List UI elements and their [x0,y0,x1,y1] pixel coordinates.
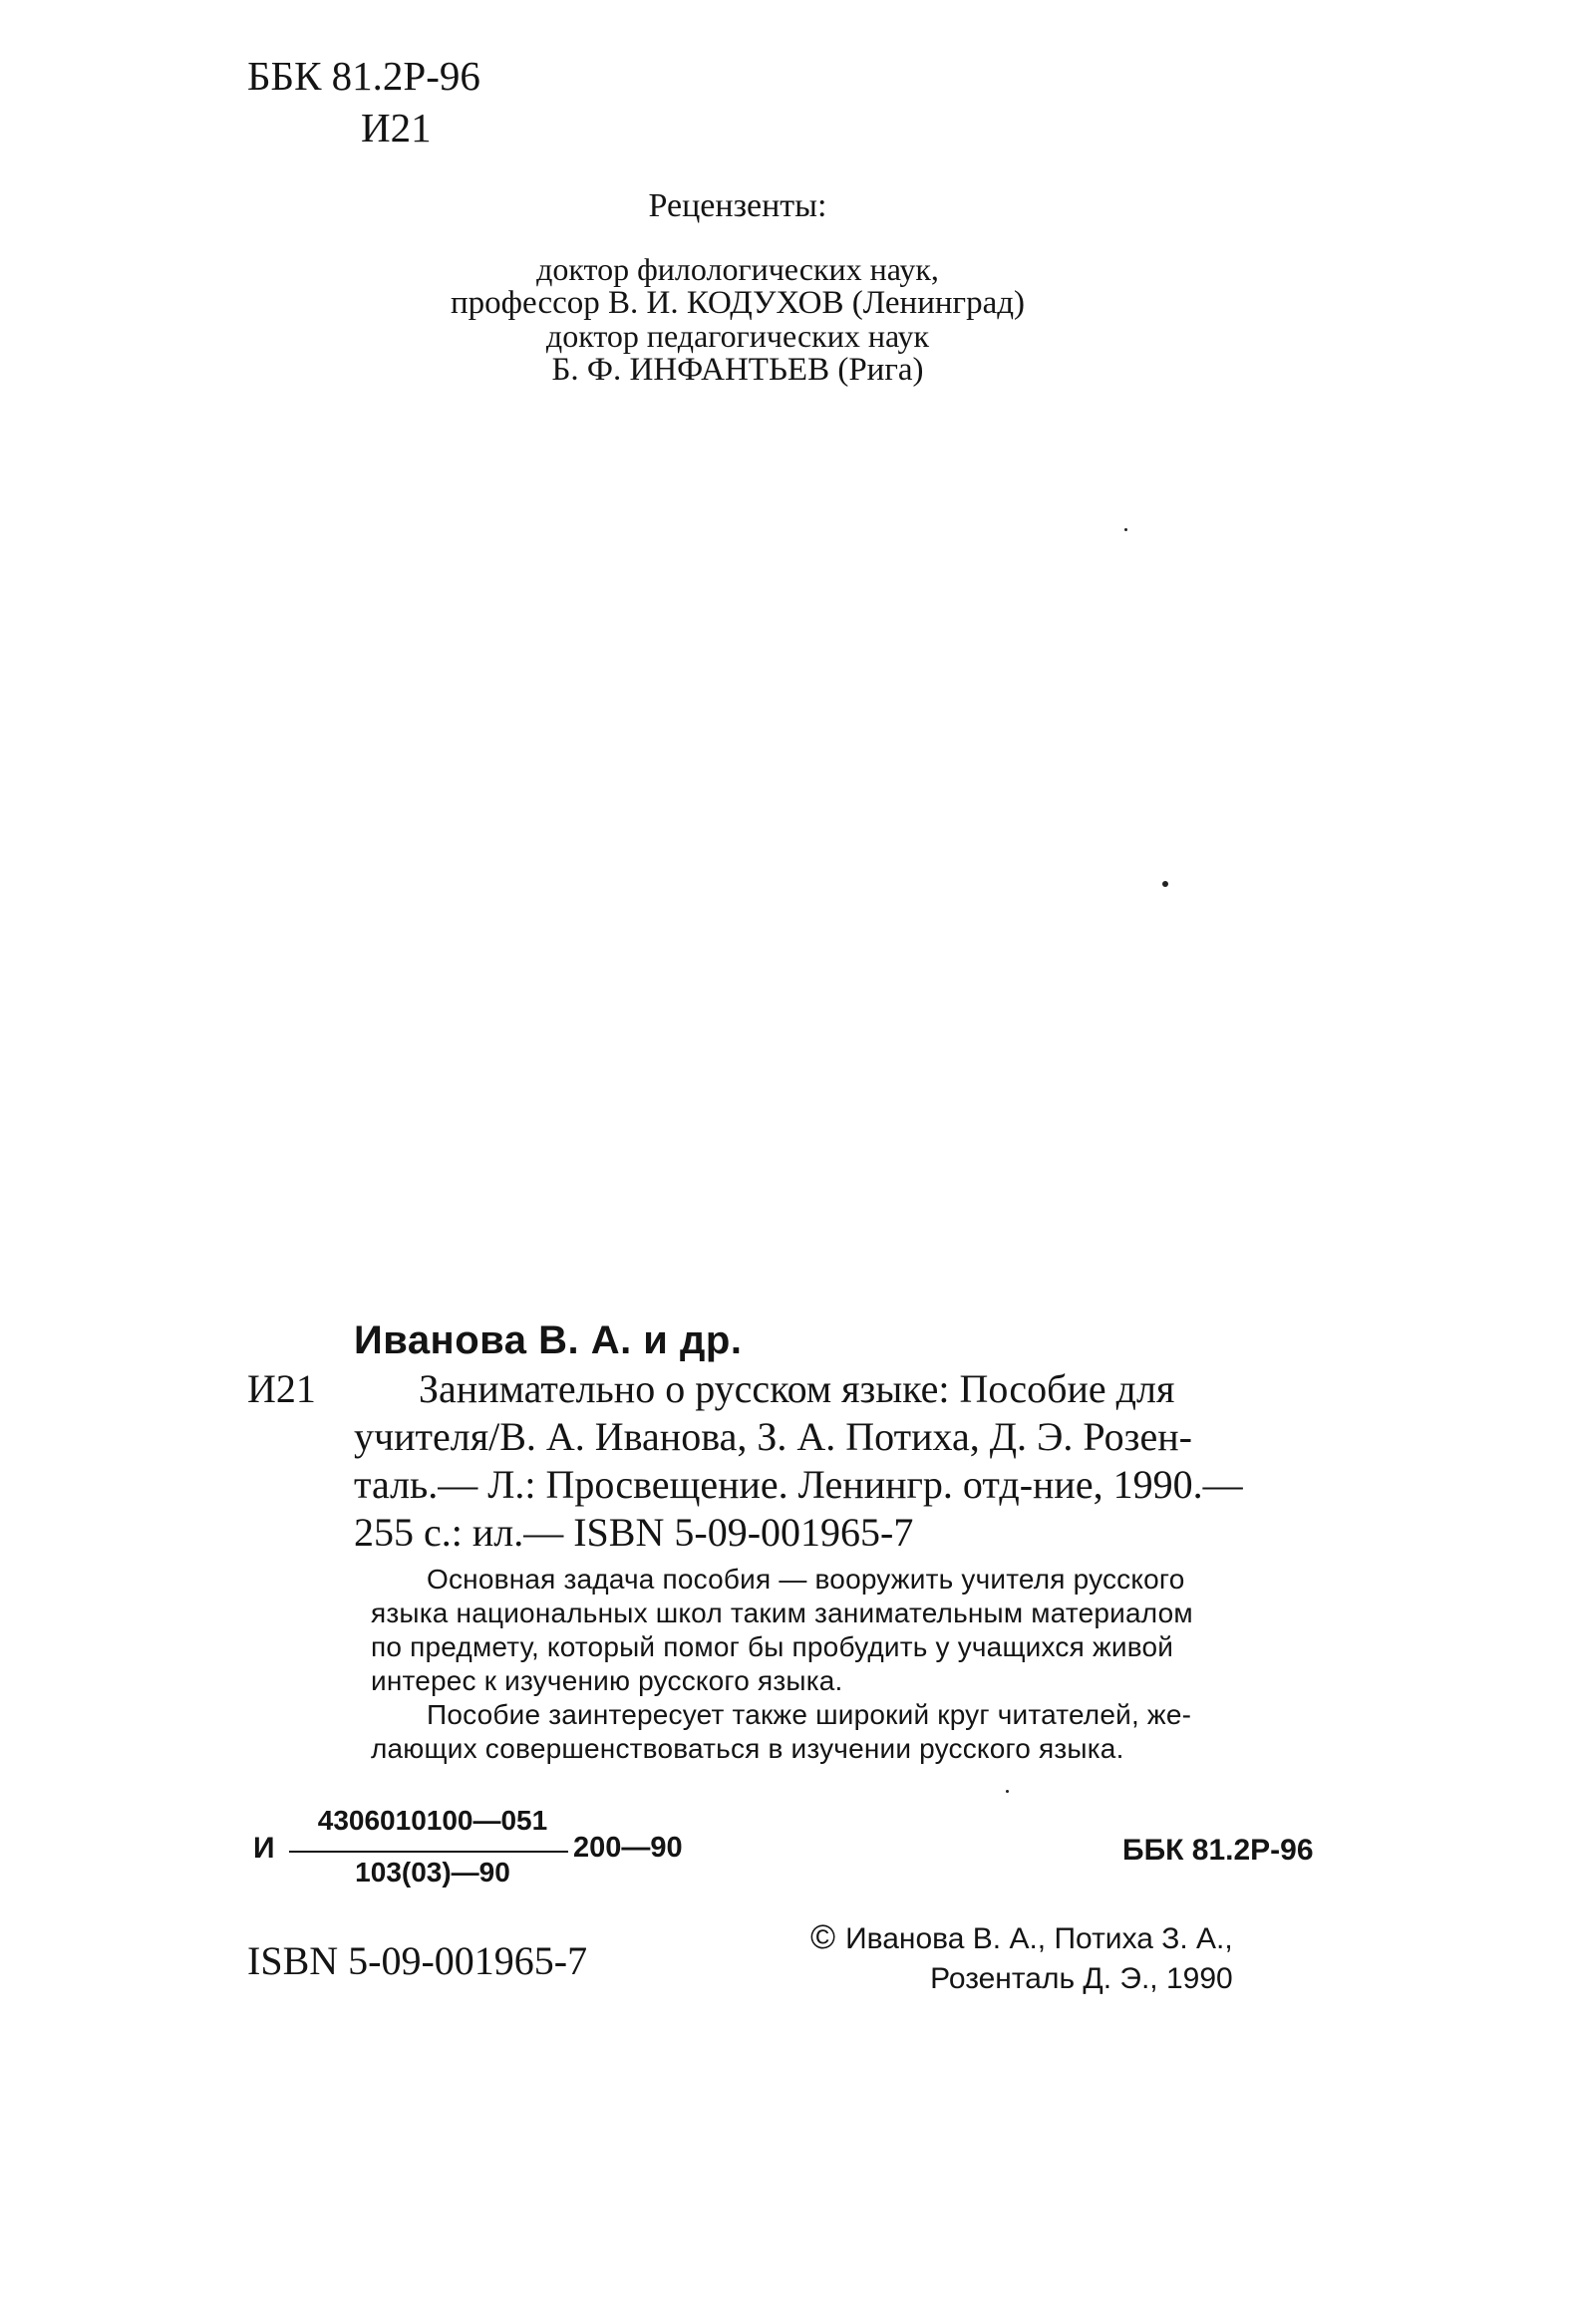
entry-line: Занимательно о русском языке: Пособие для [419,1366,1175,1411]
reviewer-line: профессор В. И. КОДУХОВ (Ленинград) [450,285,1026,321]
copyright [810,1917,1233,1999]
annotation-line: лающих совершенствоваться в изучении русского языка. [371,1733,1124,1764]
annotation [371,1563,1336,1766]
reviewer-line: Б. Ф. ИНФАНТЬЕВ (Рига) [551,352,924,388]
entry-author: Иванова В. А. и др. [354,1318,743,1362]
entry-description [354,1365,1341,1557]
copyright-line: Розенталь Д. Э., 1990 [930,1962,1233,1995]
reviewers-title: Рецензенты: [648,187,827,224]
index-denominator: 103(03)—90 [355,1857,510,1888]
entry-line: таль.— Л.: Просвещение. Ленингр. отд-ние, 1990.— [354,1462,1243,1507]
annotation-line: Основная задача пособия — вооружить учителя русского [427,1564,1185,1595]
annotation-line: интерес к изучению русского языка. [371,1665,843,1696]
bbk-classification: ББК 81.2Р-96 [247,53,480,99]
reviewers-block [379,185,1097,387]
print-speck [1006,1790,1009,1793]
isbn: ISBN 5-09-001965-7 [247,1938,588,1983]
reviewer-line: доктор педагогических наук [545,318,930,354]
annotation-line: Пособие заинтересует также широкий круг читателей, же- [427,1699,1192,1730]
author-code: И21 [361,105,432,150]
copyright-icon: © [810,1918,836,1956]
copyright-line: Иванова В. А., Потиха З. А., [845,1922,1233,1955]
entry-line: 255 с.: ил.— ISBN 5-09-001965-7 [354,1510,914,1555]
print-speck [1124,528,1127,531]
reviewer-line: доктор филологических наук, [536,251,939,287]
index-letter: И [253,1832,275,1865]
print-speck [1162,881,1168,887]
annotation-line: языка национальных школ таким занимательным материалом [371,1598,1193,1628]
annotation-line: по предмету, который помог бы пробудить у учащихся живой [371,1631,1174,1662]
fraction-bar [289,1851,568,1853]
bbk-bottom: ББК 81.2Р-96 [1122,1834,1314,1867]
entry-code: И21 [247,1366,316,1411]
index-suffix: 200—90 [573,1832,683,1864]
index-numerator: 4306010100—051 [317,1805,548,1836]
entry-line: учителя/В. А. Иванова, З. А. Потиха, Д. Э. Розен- [354,1414,1192,1459]
